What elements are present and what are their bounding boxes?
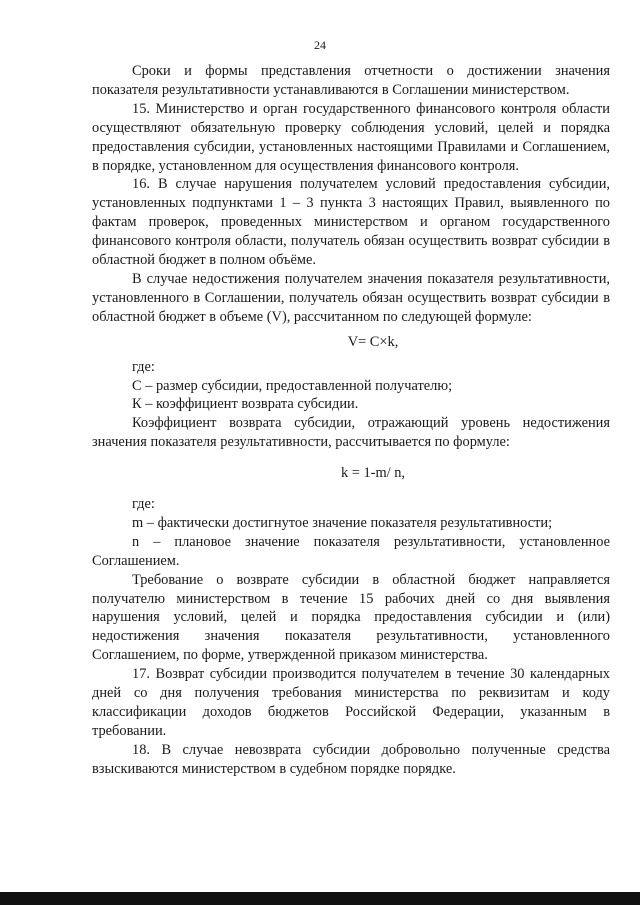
formula-volume: V= C×k, [347,333,399,350]
definition-c: С – размер субсидии, предоставленной получателю; [132,377,453,394]
where-label-2: где: [132,496,155,513]
paragraph-15: 15. Министерство и орган государственного финансового контроля области осуществляют обязательную проверку соблюдения условий, целей и порядка предоставления субсидии, установленных настоящими Правилами и Соглашением, в порядке, установленном для осуществления финансового контроля. [92,100,610,174]
paragraph-18: 18. В случае невозврата субсидии добровольно полученные средства взыскиваются министерством в судебном порядке порядке. [92,741,610,777]
definition-k: К – коэффициент возврата субсидии. [132,396,359,413]
paragraph-nonachievement: В случае недостижения получателем значения показателя результативности, установленного в Соглашении, получатель обязан осуществить возврат субсидии в областной бюджет в объеме (V), рассчитанном по следующей формуле: [92,270,610,325]
page-number: 24 [314,38,326,52]
paragraph-return-requirement: Требование о возврате субсидии в областной бюджет направляется получателю министерством в течение 15 рабочих дней со дня выявления нарушения условий, целей и порядка предоставления субсидии и (или) недостижения значения показателя результативности, установленного Соглашением, по форме, утвержденной приказом министерства. [92,571,610,664]
paragraph-16: 16. В случае нарушения получателем условий предоставления субсидии, установленных подпунктами 1 – 3 пункта 3 настоящих Правил, выявленного по фактам проверок, проведенных министерством и органом государственного финансового контроля области, получатель обязан осуществить возврат субсидии в областной бюджет в полном объёме. [92,176,610,269]
where-label-1: где: [132,358,155,375]
document-body [92,62,610,779]
definition-n: n – плановое значение показателя результативности, установленное Соглашением. [92,533,610,569]
paragraph-reporting-terms: Сроки и формы представления отчетности о достижении значения показателя результативности устанавливаются в Соглашении министерством. [92,63,610,98]
paragraph-17: 17. Возврат субсидии производится получателем в течение 30 календарных дней со дня получения требования министерства по реквизитам и коду классификации доходов бюджетов Российской Федерации, указанным в требовании. [92,666,610,739]
scan-bottom-border [0,892,640,905]
paragraph-coefficient: Коэффициент возврата субсидии, отражающий уровень недостижения значения показателя результативности, рассчитывается по формуле: [92,415,610,451]
formula-coefficient: k = 1-m/ n, [340,465,406,482]
definition-m: m – фактически достигнутое значение показателя результативности; [132,514,553,531]
